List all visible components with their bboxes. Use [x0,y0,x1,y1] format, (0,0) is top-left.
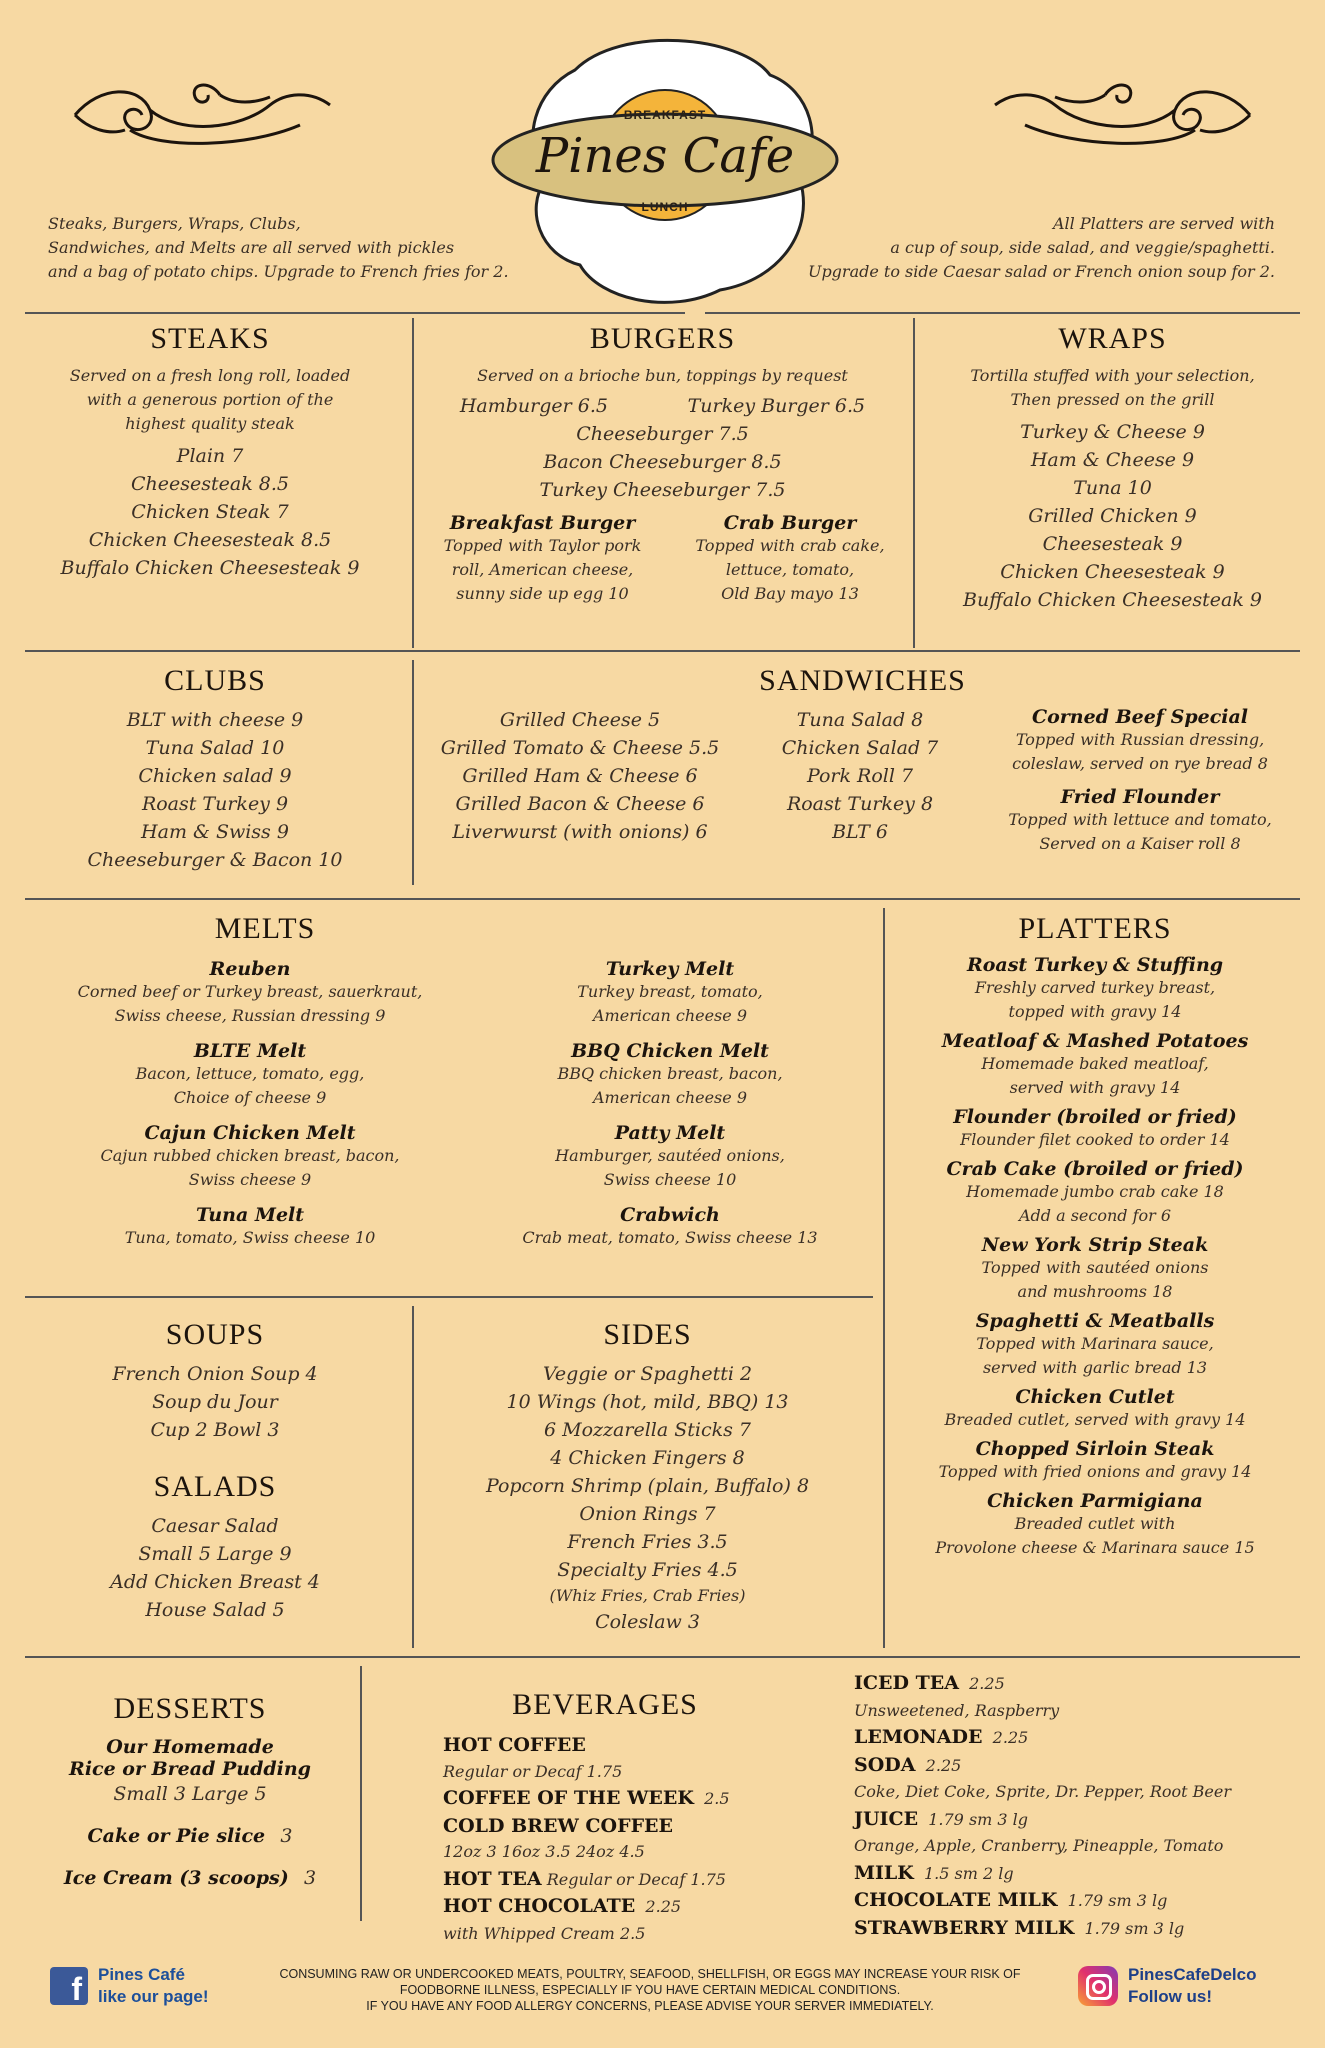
rule [25,898,1300,900]
pudding-name: Rice or Bread Pudding [69,1758,311,1780]
menu-item: Pork Roll 7 [806,765,914,787]
menu-item: Buffalo Chicken Cheesesteak 9 [963,589,1262,611]
instagram-link[interactable] [1078,1964,1257,2008]
melts-right: Turkey Melt Turkey breast, tomato, American cheese 9 BBQ Chicken Melt BBQ chicken breast, bacon, American cheese 9 Patty Melt Hamburger, sautéed onions, Swiss cheese 10 Crabwich Crab meat, tomato, Swiss cheese 13 [522,958,818,1247]
menu-item: Cheeseburger 7.5 [576,423,749,445]
rule [25,1656,1300,1658]
wraps-section [920,322,1305,614]
menu-item: Cup 2 Bowl 3 [150,1419,280,1441]
sandwiches-col3: Corned Beef Special Topped with Russian dressing, coleslaw, served on rye bread 8 Fried Flounder Topped with lettuce and tomato, Served on a Kaiser roll 8 [980,706,1300,856]
burgers-section [420,322,905,606]
clubs-section [25,664,405,874]
intro-right: All Platters are served with a cup of soup, side salad, and veggie/spaghetti. Upgrade to side Caesar salad or French onion soup for 2. [807,214,1275,281]
soups-list [25,1360,405,1444]
menu-item: Popcorn Shrimp (plain, Buffalo) 8 [485,1475,810,1497]
cake-row: Cake or Pie slice 3 [87,1825,293,1847]
beverages-title: BEVERAGES [512,1688,698,1721]
rule [25,650,1300,652]
menu-item: Buffalo Chicken Cheesesteak 9 [60,557,360,579]
menu-item: 6 Mozzarella Sticks 7 [544,1419,751,1441]
menu-item: Grilled Chicken 9 [1028,505,1197,527]
logo-top-text: BREAKFAST [623,108,707,122]
menu-item: Ham & Cheese 9 [1030,449,1195,471]
logo-bottom-text: LUNCH [641,200,689,214]
soups-section [25,1318,405,1624]
menu-item: Tuna 10 [1073,477,1152,499]
fried-flounder-name: Fried Flounder [1060,786,1220,808]
sandwiches-col1 [420,706,740,856]
menu-item: Caesar Salad [151,1515,279,1537]
desserts-section [25,1692,355,1892]
salads-list [25,1512,405,1624]
desserts-title: DESSERTS [113,1692,267,1725]
menu-item: Bacon Cheeseburger 8.5 [543,451,782,473]
menu-item: Veggie or Spaghetti 2 [542,1363,753,1385]
ornament-right-icon [985,75,1255,155]
rule [913,318,915,648]
rule [883,908,885,1648]
rule [412,1306,414,1648]
menu-item: Roast Turkey 9 [141,793,289,815]
menu-item: BLT 6 [832,821,888,843]
ice-cream-row: Ice Cream (3 scoops) 3 [63,1867,317,1889]
platters-list: Roast Turkey & Stuffing Freshly carved turkey breast, topped with gravy 14 Meatloaf & Mashed Potatoes Homemade baked meatloaf, served with gravy 14 Flounder (broiled or fried) Flounder filet cooked to order 14 Crab Cake (broiled or fried) Homemade jumbo crab cake 18 Add a second for 6 New York Strip Steak Topped with sautéed onions and mushrooms 18 Spaghetti & Meatballs Topped with Marinara sauce, served with garlic bread 13 Chicken Cutlet Breaded cutlet, served with gravy 14 Chopped Sirloin Steak Topped with fried onions and gravy 14 Chicken Parmigiana Breaded cutlet with Provolone cheese & Marinara sauce 15 [935,954,1255,1557]
burgers-desc: Served on a brioche bun, toppings by request [477,366,848,385]
menu-item: Chicken salad 9 [138,765,292,787]
menu-item: Grilled Tomato & Cheese 5.5 [440,737,720,759]
melts-left: Reuben Corned beef or Turkey breast, sauerkraut, Swiss cheese, Russian dressing 9 BLTE Melt Bacon, lettuce, tomato, egg, Choice of cheese 9 Cajun Chicken Melt Cajun rubbed chicken breast, bacon, Swiss cheese 9 Tuna Melt Tuna, tomato, Swiss cheese 10 [77,958,423,1247]
menu-item: Hamburger 6.5 [459,395,608,417]
platters-section [890,912,1300,1560]
menu-item: Cheesesteak 8.5 [131,473,289,495]
menu-item: French Fries 3.5 [567,1531,728,1553]
wraps-desc: Tortilla stuffed with your selection, Then pressed on the grill [970,366,1255,409]
menu-item: Tuna Salad 10 [145,737,285,759]
menu-item: Turkey Burger 6.5 [687,395,866,417]
menu-item: BLT with cheese 9 [126,709,304,731]
menu-item: Liverwurst (with onions) 6 [452,821,708,843]
food-safety-disclaimer: CONSUMING RAW OR UNDERCOOKED MEATS, POULTRY, SEAFOOD, SHELLFISH, OR EGGS MAY INCREASE YOUR RISK OF FOODBORNE ILLNESS, ESPECIALLY IF YOU HAVE CERTAIN MEDICAL CONDITIONS. IF YOU HAVE ANY FOOD ALLERGY CONCERNS, PLEASE ADVISE YOUR SERVER IMMEDIATELY. [279,1967,1021,2013]
menu-item: Soup du Jour [152,1391,278,1413]
steaks-title: STEAKS [150,322,270,355]
steaks-section [25,322,395,582]
menu-item: Onion Rings 7 [579,1503,716,1525]
menu-item: 4 Chicken Fingers 8 [550,1447,745,1469]
clubs-title: CLUBS [164,664,266,697]
sides-list [420,1360,875,1636]
sandwiches-section [420,664,1305,856]
facebook-cta: like our page! [98,1987,209,2006]
menu-item: Cheeseburger & Bacon 10 [87,849,343,871]
facebook-name: Pines Café [98,1965,185,1984]
menu-item: Cheesesteak 9 [1042,533,1183,555]
ornament-left-icon [70,75,340,155]
menu-item: House Salad 5 [145,1599,285,1621]
menu-item: Chicken Salad 7 [781,737,939,759]
menu-item: 10 Wings (hot, mild, BBQ) 13 [506,1391,789,1413]
intro-left: Steaks, Burgers, Wraps, Clubs, Sandwiches, and Melts are all served with pickles and a bag of potato chips. Upgrade to French fries for 2. [48,214,509,281]
beverages-col2: ICED TEA 2.25 Unsweetened, Raspberry LEMONADE 2.25 SODA 2.25 Coke, Diet Coke, Sprite, Dr. Pepper, Root Beer JUICE 1.79 sm 3 lg Orange, Apple, Cranberry, Pineapple, Tomato MILK 1.5 sm 2 lg CHOCOLATE MILK 1.79 sm 3 lg STRAWBERRY MILK 1.79 sm 3 lg [854,1672,1231,1939]
rule [25,312,685,314]
menu-item: Coleslaw 3 [595,1611,700,1633]
menu-item: Grilled Bacon & Cheese 6 [455,793,705,815]
menu-item: Turkey Cheeseburger 7.5 [539,479,786,501]
platters-title: PLATTERS [1018,912,1172,945]
facebook-link[interactable] [50,1964,209,2008]
steaks-desc: Served on a fresh long roll, loaded with a generous portion of the highest quality steak [69,366,351,433]
menu-item: French Onion Soup 4 [112,1363,318,1385]
menu-item: Ham & Swiss 9 [141,821,289,843]
pudding-price: Small 3 Large 5 [113,1783,267,1805]
menu-item: Specialty Fries 4.5 [557,1559,738,1581]
beverages-col1: HOT COFFEE Regular or Decaf 1.75 COFFEE OF THE WEEK 2.5 COLD BREW COFFEE 12oz 3 16oz 3.5 24oz 4.5 HOT TEA Regular or Decaf 1.75 HOT CHOCOLATE 2.25 with Whipped Cream 2.5 [443,1734,730,1943]
menu-item: Chicken Cheesesteak 9 [1000,561,1225,583]
salads-title: SALADS [153,1470,277,1503]
rule [412,318,414,648]
menu-item: Chicken Cheesesteak 8.5 [88,529,332,551]
menu-item: Tuna Salad 8 [796,709,924,731]
melts-section [25,912,875,1250]
burgers-row [420,392,905,420]
clubs-list [25,706,405,874]
breakfast-burger: Breakfast Burger Topped with Taylor pork roll, American cheese, sunny side up egg 10 [443,512,642,603]
instagram-handle: PinesCafeDelco [1128,1965,1257,1984]
menu-item: Grilled Cheese 5 [499,709,661,731]
sides-section [420,1318,875,1636]
menu-item: Roast Turkey 8 [786,793,934,815]
rule [25,1296,873,1298]
rule [705,312,1300,314]
burgers-list [420,420,905,504]
facebook-icon: f [50,1967,88,2005]
steaks-list [25,442,395,582]
menu-item: Grilled Ham & Cheese 6 [462,765,698,787]
instagram-icon [1078,1966,1118,2006]
pudding-label: Our Homemade [106,1736,274,1758]
soups-title: SOUPS [165,1318,265,1351]
menu-item: Plain 7 [176,445,244,467]
logo-name: Pines Cafe [535,128,795,184]
menu-item: Turkey & Cheese 9 [1020,421,1205,443]
instagram-cta: Follow us! [1128,1987,1213,2006]
rule [412,660,414,885]
burgers-title: BURGERS [589,322,736,355]
sides-title: SIDES [603,1318,692,1351]
menu-item: Small 5 Large 9 [138,1543,292,1565]
menu-item: (Whiz Fries, Crab Fries) [549,1586,746,1605]
wraps-title: WRAPS [1058,322,1167,355]
menu-item: Chicken Steak 7 [131,501,289,523]
sandwiches-col2 [740,706,980,856]
sandwiches-title: SANDWICHES [759,664,966,697]
rule [360,1666,362,1921]
menu-item: Add Chicken Breast 4 [110,1571,320,1593]
corned-beef-name: Corned Beef Special [1031,706,1249,728]
wraps-list [920,418,1305,614]
melts-title: MELTS [214,912,316,945]
crab-burger: Crab Burger Topped with crab cake, lettuce, tomato, Old Bay mayo 13 [695,512,885,603]
